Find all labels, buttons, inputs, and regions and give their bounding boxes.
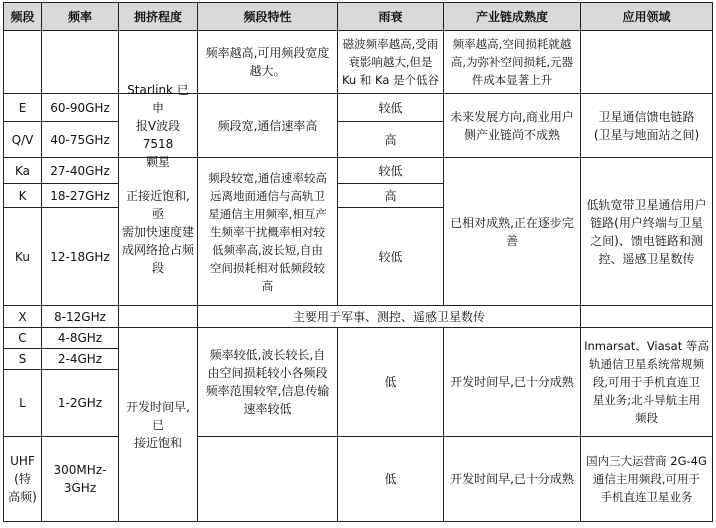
eqv-applications: 卫星通信馈电链路 (卫星与地面站之间)	[580, 93, 713, 158]
rain-fade-ka: 较低	[337, 157, 444, 184]
header-frequency: 频率	[41, 2, 119, 31]
eqv-maturity: 未来发展方向,商业用户 侧产业链尚不成熟	[443, 93, 581, 158]
x-applications-cell	[580, 305, 713, 328]
band-freq-uhf: 300MHz- 3GHz	[41, 436, 119, 522]
x-congestion-cell	[118, 305, 198, 328]
general-rain-fade: 磁波频率越高,受雨 衰影响越大,但是 Ku 和 Ka 是个低谷	[337, 30, 444, 94]
general-applications-cell	[580, 30, 713, 94]
x-band-note: 主要用于军事、测控、遥感卫星数传	[197, 305, 581, 328]
band-name-e: E	[3, 93, 42, 122]
band-comparison-table	[3, 2, 713, 522]
uhf-maturity: 开发时间早,已十分成熟	[443, 436, 581, 522]
rain-fade-uhf: 低	[337, 436, 444, 522]
header-maturity: 产业链成熟度	[443, 2, 581, 31]
csl-applications: Inmarsat、Viasat 等高 轨通信卫星系统常规频 段,可用于手机直连卫 星业务;北斗导航主用 频段	[580, 327, 713, 437]
band-freq-ka: 27-40GHz	[41, 157, 119, 184]
header-congestion: 拥挤程度	[118, 2, 198, 31]
eqv-characteristics: 频段宽,通信速率高	[197, 93, 338, 158]
rain-fade-csl: 低	[337, 327, 444, 437]
band-name-x: X	[3, 305, 42, 328]
header-band: 频段	[3, 2, 42, 31]
band-name-s: S	[3, 348, 42, 370]
header-rain-fade: 雨衰	[337, 2, 444, 31]
band-freq-k: 18-27GHz	[41, 183, 119, 208]
band-freq-e: 60-90GHz	[41, 93, 119, 122]
band-name-ku: Ku	[3, 207, 42, 306]
general-characteristics: 频率越高,可用频段宽度 越大。	[197, 30, 338, 94]
general-freq-cell	[41, 30, 119, 94]
header-applications: 应用领域	[580, 2, 713, 31]
csl-maturity: 开发时间早,已十分成熟	[443, 327, 581, 437]
general-band-cell	[3, 30, 42, 94]
kak-applications: 低轨宽带卫星通信用户 链路(用户终端与卫星 之间)、馈电链路和测 控、遥感卫星数传	[580, 157, 713, 306]
band-name-uhf: UHF (特 高频)	[3, 436, 42, 522]
rain-fade-e: 较低	[337, 93, 444, 122]
band-name-l: L	[3, 369, 42, 437]
rain-fade-ku: 较低	[337, 207, 444, 306]
rain-fade-k: 高	[337, 183, 444, 208]
kak-characteristics: 频段较宽,通信速率较高 远离地面通信与高轨卫 星通信主用频率,相互产 生频率干扰概率相对较 低频率高,波长短,自由 空间损耗相对低频段较 高	[197, 157, 338, 306]
general-maturity: 频率越高,空间损耗就越 高,为弥补空间损耗,元器 件成本显著上升	[443, 30, 581, 94]
kak-maturity: 已相对成熟,正在逐步完 善	[443, 157, 581, 306]
band-freq-s: 2-4GHz	[41, 348, 119, 370]
band-freq-c: 4-8GHz	[41, 327, 119, 349]
band-name-k: K	[3, 183, 42, 208]
band-freq-x: 8-12GHz	[41, 305, 119, 328]
band-name-ka: Ka	[3, 157, 42, 184]
low-congestion: 开发时间早,已 接近饱和	[118, 327, 198, 522]
eqv-congestion: Starlink 已申 报V波段7518 颗星	[118, 93, 198, 158]
kak-congestion: 正接近饱和,亟 需加快速度建 成网络抢占频 段	[118, 157, 198, 306]
uhf-applications: 国内三大运营商 2G-4G 通信主用频段,可用于 手机直连卫星业务	[580, 436, 713, 522]
band-name-qv: Q/V	[3, 121, 42, 158]
band-freq-qv: 40-75GHz	[41, 121, 119, 158]
band-freq-l: 1-2GHz	[41, 369, 119, 437]
band-freq-ku: 12-18GHz	[41, 207, 119, 306]
uhf-characteristics-cell	[197, 436, 338, 522]
band-name-c: C	[3, 327, 42, 349]
header-characteristics: 频段特性	[197, 2, 338, 31]
low-characteristics: 频率较低,波长较长,自 由空间损耗较小各频段 频率范围较窄,信息传输 速率较低	[197, 327, 338, 437]
rain-fade-qv: 高	[337, 121, 444, 158]
